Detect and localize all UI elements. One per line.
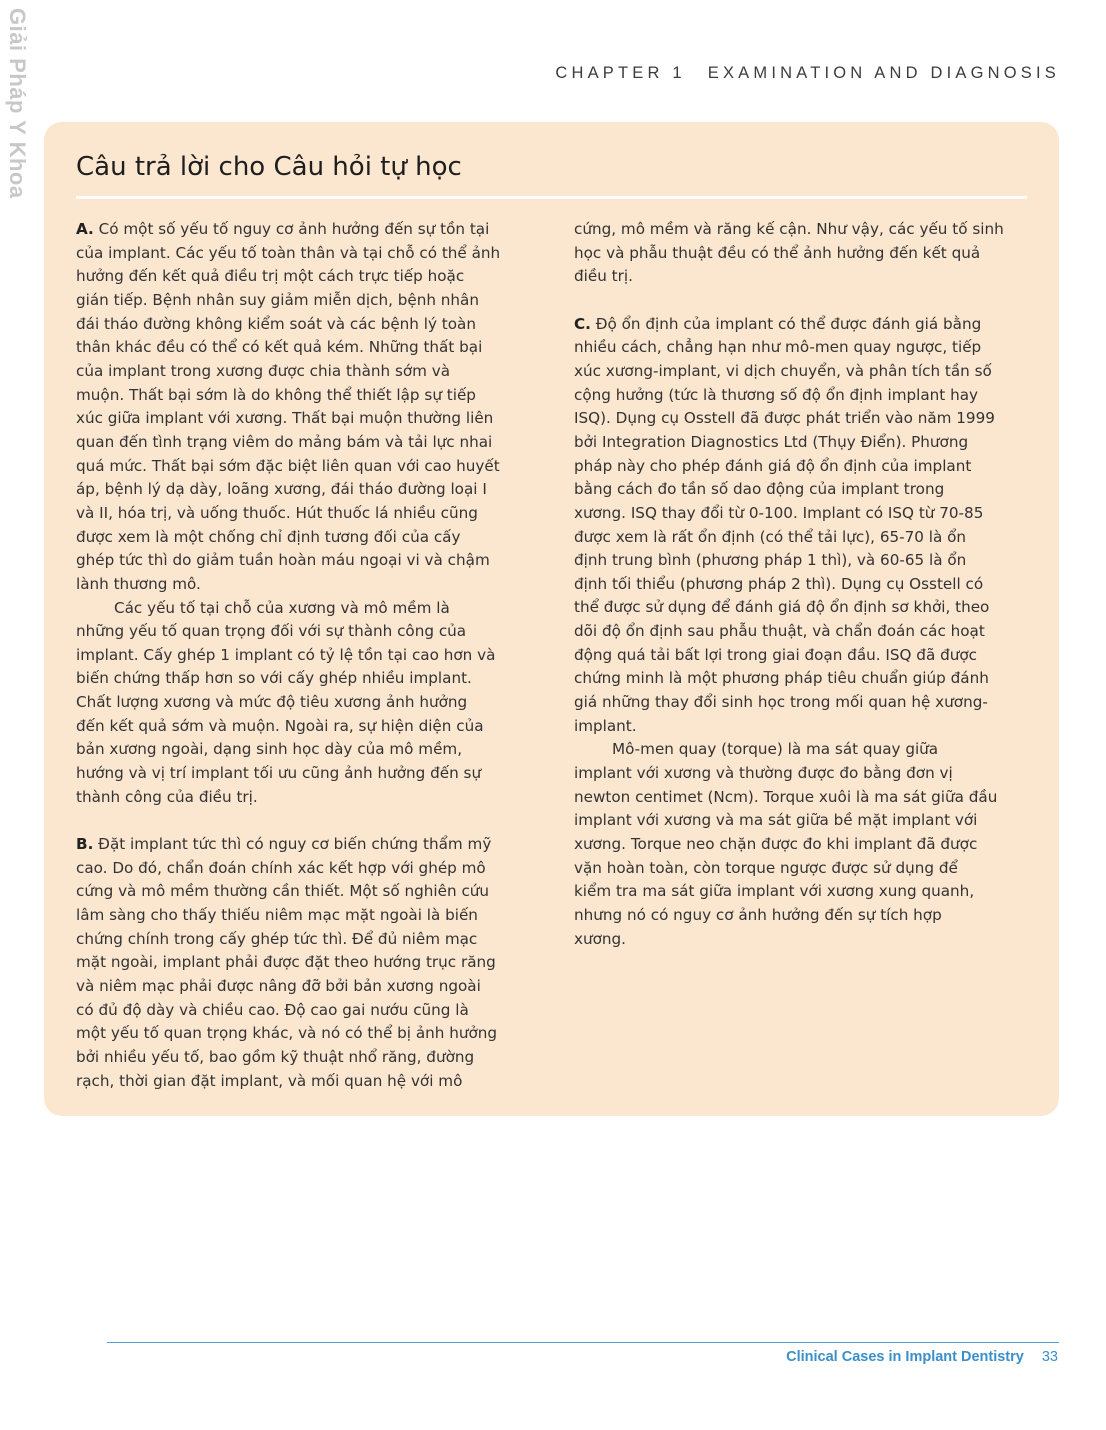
text-line-content: Độ ổn định của implant có thể được đánh giá bằng <box>590 314 982 333</box>
text-line: đến kết quả sớm và muộn. Ngoài ra, sự hiện diện của <box>76 716 484 735</box>
section-label: EXAMINATION AND DIAGNOSIS <box>707 64 1060 82</box>
text-line: bằng cách đo tần số dao động của implant trong <box>574 480 945 499</box>
text-line: được xem là rất ổn định (có thể tải lực), 65-70 là ổn <box>574 527 967 546</box>
answers-box <box>44 122 1059 1116</box>
text-line-content: Có một số yếu tố nguy cơ ảnh hưởng đến sự tồn tại <box>93 220 490 238</box>
text-line: thành công của điều trị. <box>76 787 258 806</box>
text-line: những yếu tố quan trọng đối với sự thành công của <box>76 622 467 641</box>
text-line: và niêm mạc phải được nâng đỡ bởi bản xương ngoài <box>76 976 481 995</box>
chapter-label: CHAPTER 1 <box>555 64 686 82</box>
text-line: học và phẫu thuật đều có thể ảnh hưởng đến kết quả <box>574 243 981 262</box>
text-line: của implant trong xương được chia thành sớm và <box>76 361 451 380</box>
answer-a-paragraph-2 <box>76 597 536 810</box>
text-line: newton centimet (Ncm). Torque xuôi là ma sát giữa đầu <box>574 787 998 806</box>
text-line: lành thương mô. <box>76 574 201 593</box>
text-line: Chất lượng xương và mức độ tiêu xương ảnh hưởng <box>76 693 468 712</box>
text-line: bản xương ngoài, dạng sinh học dày của mô mềm, <box>76 740 463 759</box>
text-line-content: Đặt implant tức thì có nguy cơ biến chứng thẩm mỹ <box>93 835 492 854</box>
title-rule <box>76 196 1027 199</box>
text-line: quan đến tình trạng viêm do mảng bám và tải lực nhai <box>76 432 493 451</box>
text-line: implant với xương và ma sát giữa bề mặt implant với <box>574 811 978 830</box>
text-line: implant với xương và thường được đo bằng đơn vị <box>574 764 953 783</box>
text-line: ISQ). Dụng cụ Osstell đã được phát triển vào năm 1999 <box>574 409 995 428</box>
text-line: xương. <box>574 929 626 948</box>
page-number: 33 <box>1041 1349 1058 1365</box>
text-line: động quá tải bất lợi trong giai đoạn đầu. ISQ đã được <box>574 645 977 664</box>
box-title: Câu trả lời cho Câu hỏi tự học <box>76 152 462 182</box>
running-head <box>555 64 1060 83</box>
text-line <box>76 218 536 242</box>
text-line: của implant. Các yếu tố toàn thân và tại chỗ có thể ảnh <box>76 243 501 262</box>
text-line <box>76 833 536 857</box>
text-line: hưởng đến kết quả điều trị một cách trực tiếp hoặc <box>76 267 465 286</box>
book-title: Clinical Cases in Implant Dentistry <box>786 1349 1024 1365</box>
text-line: nhiều cách, chẳng hạn như mô-men quay ngược, tiếp <box>574 338 982 357</box>
text-line: Các yếu tố tại chỗ của xương và mô mềm là <box>114 598 450 617</box>
text-line: đái tháo đường không kiểm soát và các bệnh lý toàn <box>76 314 476 333</box>
text-line: pháp này cho phép đánh giá độ ổn định của implant <box>574 456 972 475</box>
text-line: xương. Torque neo chặn được đo khi implant đã được <box>574 835 978 854</box>
text-line: thể được sử dụng để đánh giá độ ổn định sơ khởi, theo <box>574 598 990 617</box>
text-line: chứng minh là một phương pháp tiêu chuẩn giúp đánh <box>574 669 989 688</box>
text-line: hướng và vị trí implant tối ưu cũng ảnh hưởng đến sự <box>76 764 482 783</box>
text-line: chứng chính trong cấy ghép tức thì. Để đủ niêm mạc <box>76 929 478 948</box>
text-line: Mô-men quay (torque) là ma sát quay giữa <box>612 740 939 759</box>
text-line: xương. ISQ thay đổi từ 0-100. Implant có ISQ từ 70-85 <box>574 503 984 522</box>
answer-b-continued <box>574 218 1032 289</box>
text-line: có đủ độ dày và chiều cao. Độ cao gai nướu cũng là <box>76 1000 469 1019</box>
text-line: xúc xương-implant, vi dịch chuyển, và phân tích tần số <box>574 361 992 380</box>
answer-b-marker: B. <box>76 835 94 854</box>
answer-c-marker: C. <box>574 314 591 333</box>
answer-a <box>76 218 536 597</box>
text-line: giá những thay đổi sinh học trong mối quan hệ xương- <box>574 693 988 712</box>
footer-rule <box>107 1342 1059 1343</box>
text-line: implant. <box>574 716 637 735</box>
text-line: quá mức. Thất bại sớm đặc biệt liên quan với cao huyết <box>76 456 500 475</box>
text-line: thân khác đều có thể có kết quả kém. Những thất bại <box>76 338 483 357</box>
text-line: vặn hoàn toàn, còn torque ngược được sử dụng để <box>574 858 958 877</box>
page-footer <box>786 1349 1058 1365</box>
text-line: bởi Integration Diagnostics Ltd (Thụy Điển). Phương <box>574 432 969 451</box>
text-line: lâm sàng cho thấy thiếu niêm mạc mặt ngoài là biến <box>76 906 478 925</box>
answer-b <box>76 833 536 1093</box>
left-column <box>76 218 536 1093</box>
text-line: định tối thiểu (phương pháp 2 thì). Dụng cụ Osstell có <box>574 574 984 593</box>
answer-c <box>574 313 1032 739</box>
watermark: Giải Pháp Y Khoa <box>5 8 30 199</box>
text-line: bởi nhiều yếu tố, bao gồm kỹ thuật nhổ răng, đường <box>76 1047 475 1066</box>
text-line: xúc giữa implant với xương. Thất bại muộn thường liên <box>76 409 494 428</box>
text-line: gián tiếp. Bệnh nhân suy giảm miễn dịch, bệnh nhân <box>76 290 479 309</box>
text-line: muộn. Thất bại sớm là do không thể thiết lập sự tiếp <box>76 385 476 404</box>
text-line: một yếu tố quan trọng khác, và nó có thể bị ảnh hưởng <box>76 1024 498 1043</box>
text-line: cứng, mô mềm và răng kế cận. Như vậy, các yếu tố sinh <box>574 220 1004 238</box>
text-line: cao. Do đó, chẩn đoán chính xác kết hợp với ghép mô <box>76 858 486 877</box>
text-line: kiểm tra ma sát giữa implant với xương xung quanh, <box>574 882 975 901</box>
text-line: định trung bình (phương pháp 1 thì), và 60-65 là ổn <box>574 551 967 570</box>
text-line: rạch, thời gian đặt implant, và mối quan hệ với mô <box>76 1071 463 1090</box>
answer-c-paragraph-2 <box>574 738 1032 951</box>
text-line: điều trị. <box>574 267 633 286</box>
text-line: mặt ngoài, implant phải được đặt theo hướng trục răng <box>76 953 496 972</box>
text-line: được xem là một chống chỉ định tương đối của cấy <box>76 527 461 546</box>
text-line: cứng và mô mềm thường cần thiết. Một số nghiên cứu <box>76 882 490 901</box>
text-line: áp, bệnh lý dạ dày, loãng xương, đái tháo đường loại I <box>76 480 487 499</box>
text-line: nhưng nó có nguy cơ ảnh hưởng đến sự tích hợp <box>574 906 942 925</box>
text-line: implant. Cấy ghép 1 implant có tỷ lệ tồn tại cao hơn và <box>76 645 496 664</box>
text-line <box>574 313 1032 337</box>
right-column <box>574 218 1032 951</box>
text-line: và II, hóa trị, và uống thuốc. Hút thuốc lá nhiều cũng <box>76 503 478 522</box>
answer-a-marker: A. <box>76 220 94 238</box>
text-line: cộng hưởng (tức là thương số độ ổn định implant hay <box>574 385 978 404</box>
text-line: dõi độ ổn định sau phẫu thuật, và chẩn đoán các hoạt <box>574 622 985 641</box>
text-line: biến chứng thấp hơn so với cấy ghép nhiều implant. <box>76 669 472 688</box>
text-line: ghép tức thì do giảm tuần hoàn máu ngoại vi và chậm <box>76 551 490 570</box>
